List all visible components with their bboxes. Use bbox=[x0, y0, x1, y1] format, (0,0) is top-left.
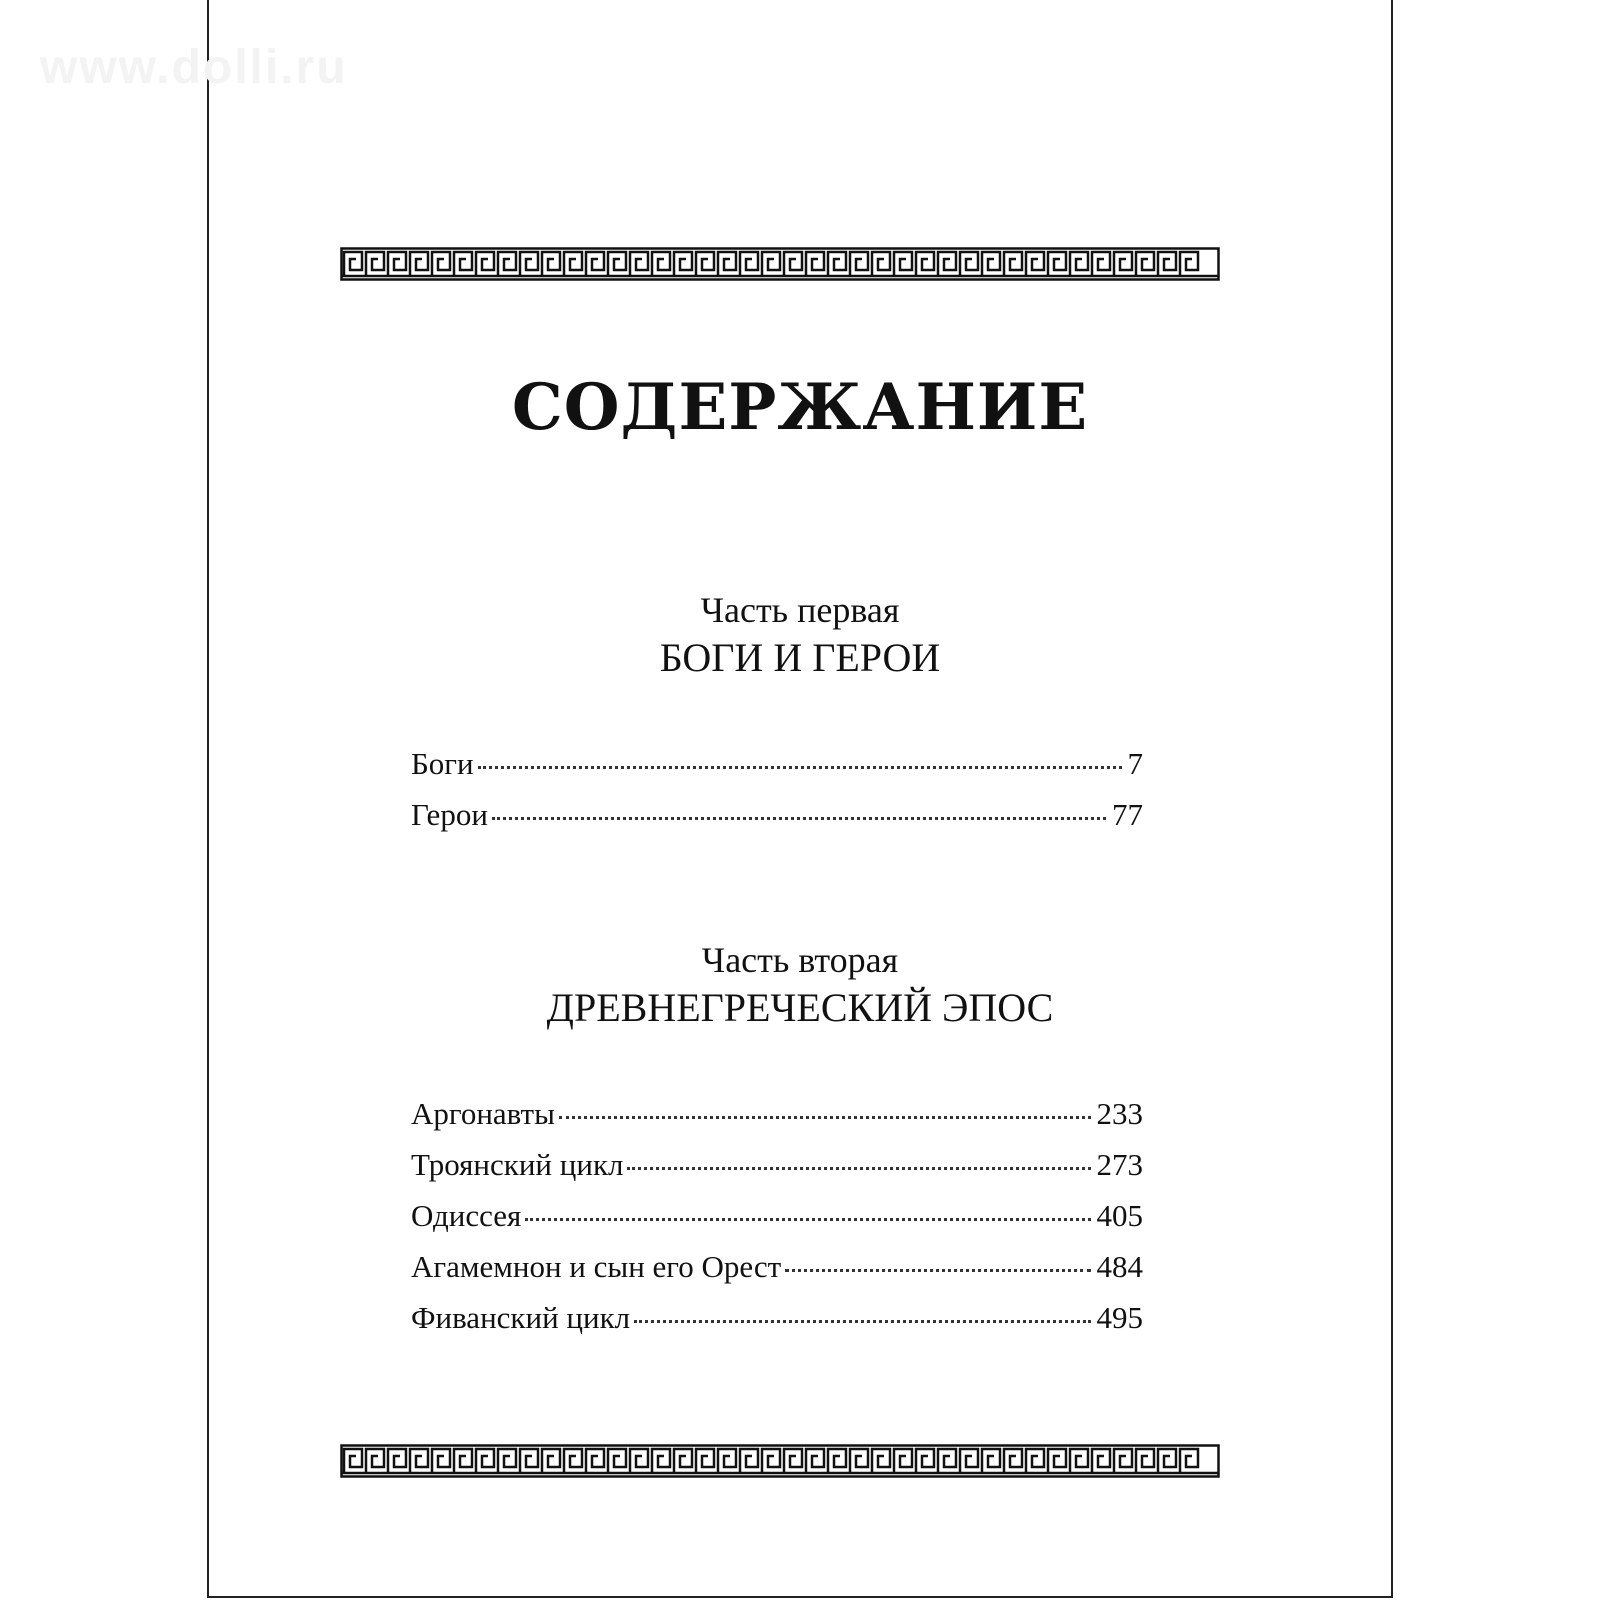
toc-entry-page: 273 bbox=[1096, 1147, 1143, 1182]
greek-key-ornament-top bbox=[340, 247, 1220, 281]
toc-entry-name: Боги bbox=[411, 746, 474, 781]
watermark: www.dolli.ru bbox=[40, 41, 348, 94]
toc-entry[interactable] bbox=[411, 1145, 1143, 1196]
toc-entry-page: 7 bbox=[1127, 746, 1143, 781]
greek-key-pattern bbox=[340, 1444, 1220, 1478]
toc-leader-dots bbox=[525, 1218, 1090, 1221]
toc-entry[interactable] bbox=[411, 1196, 1143, 1247]
toc-entry-page: 405 bbox=[1096, 1198, 1143, 1233]
toc-leader-dots bbox=[634, 1320, 1090, 1323]
greek-key-pattern bbox=[340, 247, 1220, 281]
greek-key-ornament-bottom bbox=[340, 1444, 1220, 1478]
toc-leader-dots bbox=[559, 1116, 1091, 1119]
toc-leader-dots bbox=[785, 1269, 1090, 1272]
toc-entry-name: Агамемнон и сын его Орест bbox=[411, 1249, 782, 1284]
toc-entry[interactable] bbox=[411, 1298, 1143, 1349]
ornament-meander-line bbox=[344, 1449, 1198, 1473]
toc-entry-page: 77 bbox=[1112, 797, 1143, 832]
toc-entry[interactable] bbox=[411, 1094, 1143, 1145]
page-title: СОДЕРЖАНИЕ bbox=[511, 370, 1089, 445]
toc-entry-name: Фиванский цикл bbox=[411, 1300, 631, 1335]
part-one-title: БОГИ И ГЕРОИ bbox=[659, 635, 941, 680]
part-one-label: Часть первая bbox=[700, 590, 900, 630]
toc-entry[interactable] bbox=[411, 1247, 1143, 1298]
toc-leader-dots bbox=[492, 817, 1106, 820]
toc-entry[interactable] bbox=[411, 744, 1143, 795]
toc-leader-dots bbox=[478, 766, 1122, 769]
toc-entry-name: Аргонавты bbox=[411, 1096, 555, 1131]
part-two-toc bbox=[411, 1094, 1143, 1349]
toc-entry-name: Одиссея bbox=[411, 1198, 522, 1233]
toc-entry[interactable] bbox=[411, 795, 1143, 846]
toc-entry-page: 233 bbox=[1096, 1096, 1143, 1131]
part-one-toc bbox=[411, 744, 1143, 846]
toc-leader-dots bbox=[627, 1167, 1090, 1170]
toc-entry-name: Герои bbox=[411, 797, 488, 832]
toc-entry-page: 495 bbox=[1096, 1300, 1143, 1335]
toc-entry-name: Троянский цикл bbox=[411, 1147, 624, 1182]
part-two-label: Часть вторая bbox=[701, 940, 899, 980]
ornament-meander-line bbox=[344, 252, 1198, 276]
toc-entry-page: 484 bbox=[1096, 1249, 1143, 1284]
part-two-title: ДРЕВНЕГРЕЧЕСКИЙ ЭПОС bbox=[546, 985, 1054, 1030]
